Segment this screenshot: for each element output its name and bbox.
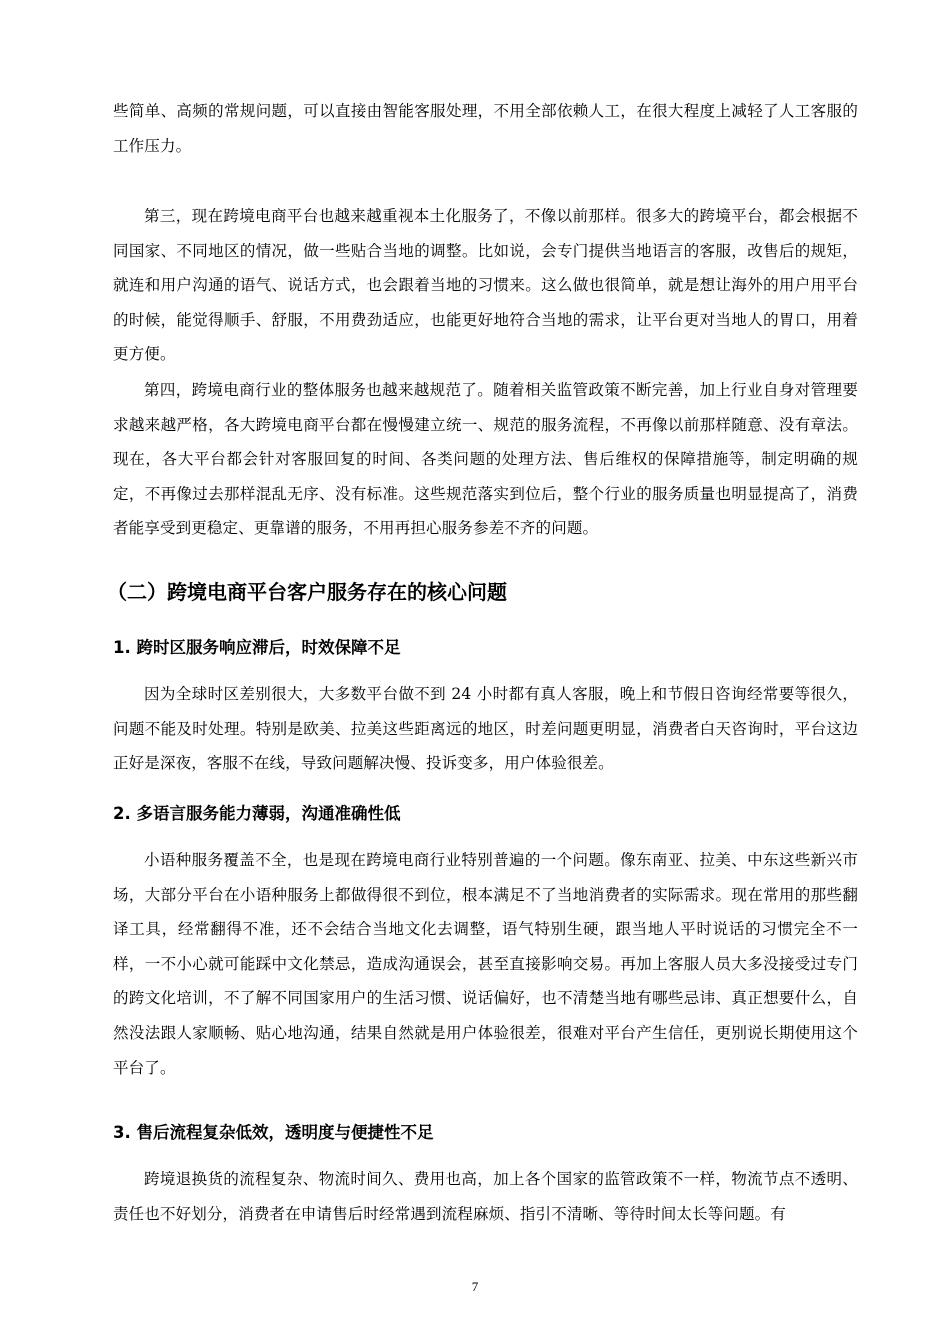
subsection-paragraph-1: 因为全球时区差别很大，大多数平台做不到 24 小时都有真人客服，晚上和节假日咨询经常要等很久，问题不能及时处理。特别是欧美、拉美这些距离远的地区，时差问题更明显，消费者白天咨询时，平台这边正好是深夜，客服不在线，导致问题解决慢、投诉变多，用户体验很差。 [113,685,858,773]
section-heading: （二）跨境电商平台客户服务存在的核心问题 [107,580,507,604]
subsection-paragraph-2: 小语种服务覆盖不全，也是现在跨境电商行业特别普遍的一个问题。像东南亚、拉美、中东这些新兴市场，大部分平台在小语种服务上都做得很不到位，根本满足不了当地消费者的实际需求。现在常用的那些翻译工具，经常翻得不准，还不会结合当地文化去调整，语气特别生硬，跟当地人平时说话的习惯完全不一样，一不小心就可能踩中文化禁忌，造成沟通误会，甚至直接影响交易。再加上客服人员大多没接受过专门的跨文化培训，不了解不同国家用户的生活习惯、说话偏好，也不清楚当地有哪些忌讳、真正想要什么，自然没法跟人家顺畅、贴心地沟通，结果自然就是用户体验很差，很难对平台产生信任，更别说长期使用这个平台了。 [113,851,858,1077]
subsection-heading-3: 3. 售后流程复杂低效，透明度与便捷性不足 [113,1123,434,1142]
paragraph-fourth: 第四，跨境电商行业的整体服务也越来越规范了。随着相关监管政策不断完善，加上行业自身对管理要求越来越严格，各大跨境电商平台都在慢慢建立统一、规范的服务流程，不再像以前那样随意、没有章法。现在，各大平台都会针对客服回复的时间、各类问题的处理方法、售后维权的保障措施等，制定明确的规定，不再像过去那样混乱无序、没有标准。这些规范落实到位后，整个行业的服务质量也明显提高了，消费者能享受到更稳定、更靠谱的服务，不用再担心服务参差不齐的问题。 [113,381,858,538]
page-number: 7 [471,1279,479,1294]
subsection-heading-1: 1. 跨时区服务响应滞后，时效保障不足 [113,638,401,657]
paragraph-third: 第三，现在跨境电商平台也越来越重视本土化服务了，不像以前那样。很多大的跨境平台，都会根据不同国家、不同地区的情况，做一些贴合当地的调整。比如说，会专门提供当地语言的客服，改售后的规矩，就连和用户沟通的语气、说话方式，也会跟着当地的习惯来。这么做也很简单，就是想让海外的用户用平台的时候，能觉得顺手、舒服，不用费劲适应，也能更好地符合当地的需求，让平台更对当地人的胃口，用着更方便。 [113,207,858,364]
paragraph-continued: 些简单、高频的常规问题，可以直接由智能客服处理，不用全部依赖人工，在很大程度上减轻了人工客服的工作压力。 [113,102,858,155]
subsection-heading-2: 2. 多语言服务能力薄弱，沟通准确性低 [113,804,401,823]
subsection-paragraph-3: 跨境退换货的流程复杂、物流时间久、费用也高，加上各个国家的监管政策不一样，物流节点不透明、责任也不好划分，消费者在申请售后时经常遇到流程麻烦、指引不清晰、等待时间太长等问题。有 [113,1170,858,1223]
